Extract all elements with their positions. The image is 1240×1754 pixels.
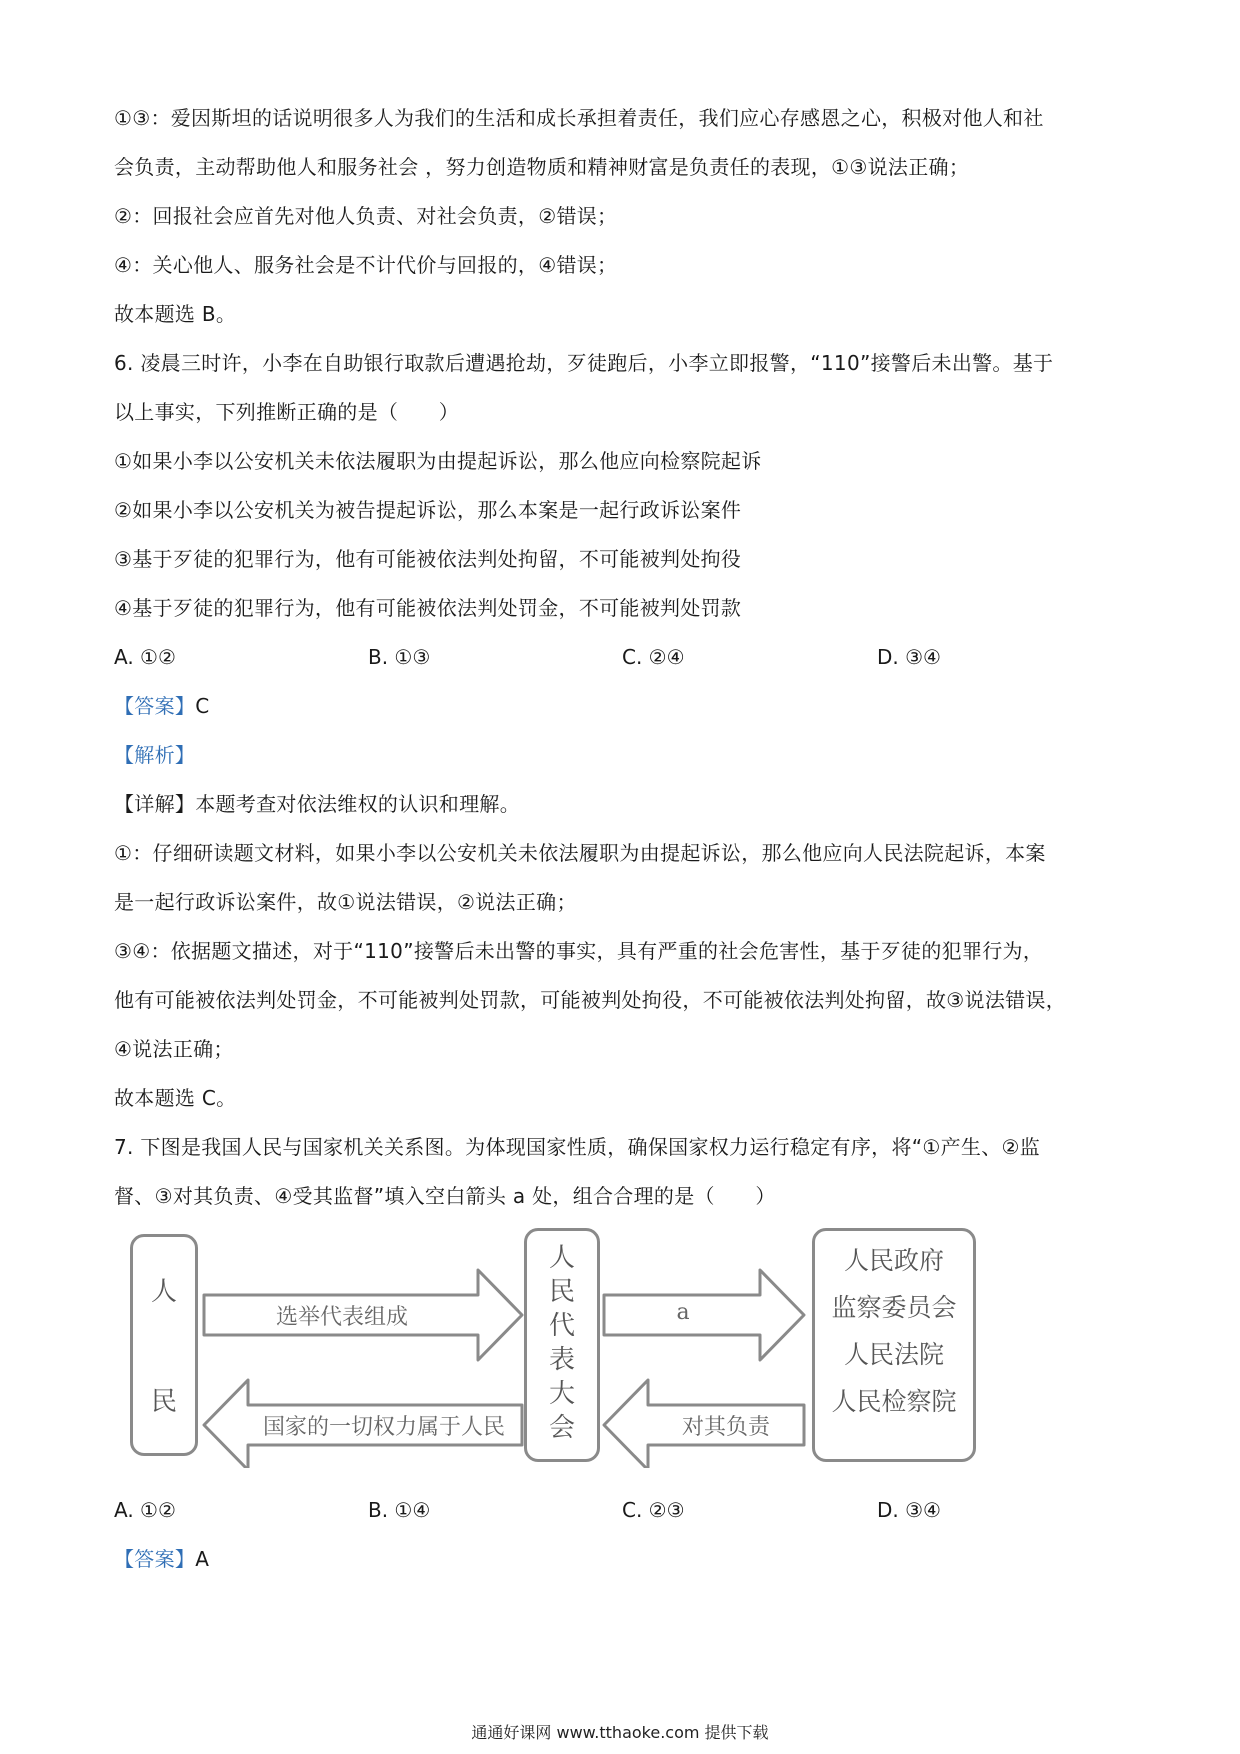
text-line: ①③：爱因斯坦的话说明很多人为我们的生活和成长承担着责任，我们应心存感恩之心，积极对他人和社 — [114, 106, 1044, 130]
organ-procuratorate: 人民检察院 — [831, 1387, 957, 1416]
option-a: A. ①② — [114, 1498, 176, 1522]
option-c: C. ②③ — [622, 1498, 685, 1522]
people-char: 人 — [150, 1277, 177, 1307]
arrow-responsible-label: 对其负责 — [681, 1415, 770, 1440]
question-6-stem: 6. 凌晨三时许，小李在自助银行取款后遭遇抢劫，歹徒跑后，小李立即报警，“110”接警后未出警。基于 — [114, 351, 1054, 375]
text-line: 会负责，主动帮助他人和服务社会 ，努力创造物质和精神财富是负责任的表现，①③说法正确； — [114, 155, 970, 179]
state-organs-box — [812, 1228, 976, 1462]
detail-line: ①：仔细研读题文材料，如果小李以公安机关未依法履职为由提起诉讼，那么他应向人民法院起诉，本案 — [114, 841, 1046, 865]
organ-supervisory-commission: 监察委员会 — [831, 1293, 957, 1322]
npc-char: 人 — [548, 1243, 575, 1273]
question-6-answer — [114, 692, 1134, 720]
answer-value: C — [195, 694, 210, 718]
statement-4: ④基于歹徒的犯罪行为，他有可能被依法判处罚金，不可能被判处罚款 — [114, 596, 742, 620]
detail-line: ④说法正确； — [114, 1037, 234, 1061]
question-7-answer — [114, 1545, 1134, 1573]
question-6-analysis — [114, 741, 1134, 769]
text-line: 故本题选 B。 — [114, 302, 237, 326]
people-box — [130, 1234, 198, 1456]
answer-value: A — [195, 1547, 210, 1571]
question-7-stem: 7. 下图是我国人民与国家机关关系图。为体现国家性质，确保国家权力运行稳定有序，将“①产生、②监 — [114, 1135, 1041, 1159]
organ-government: 人民政府 — [843, 1246, 944, 1275]
npc-char: 会 — [548, 1413, 575, 1443]
option-a: A. ①② — [114, 645, 176, 669]
detail-line: ③④：依据题文描述，对于“110”接警后未出警的事实，具有严重的社会危害性，基于歹徒的犯罪行为， — [114, 939, 1044, 963]
npc-char: 表 — [548, 1345, 575, 1375]
question-6-stem: 以上事实，下列推断正确的是（ ） — [114, 400, 460, 424]
npc-box — [524, 1228, 600, 1462]
people-state-organs-diagram — [126, 1222, 986, 1468]
option-d: D. ③④ — [877, 1498, 941, 1522]
analysis-tag: 【解析】 — [114, 743, 196, 767]
arrow-power-label: 国家的一切权力属于人民 — [262, 1415, 505, 1440]
answer-tag: 【答案】 — [114, 694, 196, 718]
page-footer: 通通好课网 www.tthaoke.com 提供下载 — [471, 1723, 769, 1742]
text-line: ②：回报社会应首先对他人负责、对社会负责，②错误； — [114, 204, 618, 228]
detail-line: 是一起行政诉讼案件，故①说法错误，②说法正确； — [114, 890, 577, 914]
option-c: C. ②④ — [622, 645, 685, 669]
npc-char: 大 — [548, 1379, 575, 1409]
npc-char: 代 — [548, 1311, 575, 1341]
detail-line: 故本题选 C。 — [114, 1086, 237, 1110]
statement-3: ③基于歹徒的犯罪行为，他有可能被依法判处拘留，不可能被判处拘役 — [114, 547, 742, 571]
text-line: ④：关心他人、服务社会是不计代价与回报的，④错误； — [114, 253, 618, 277]
answer-tag: 【答案】 — [114, 1547, 196, 1571]
option-b: B. ①④ — [368, 1498, 431, 1522]
people-char: 民 — [150, 1387, 177, 1417]
statement-2: ②如果小李以公安机关为被告提起诉讼，那么本案是一起行政诉讼案件 — [114, 498, 742, 522]
state-organs-list — [815, 1237, 973, 1425]
arrow-a-label: a — [676, 1300, 690, 1325]
detail-line: 他有可能被依法判处罚金，不可能被判处罚款，可能被判处拘役，不可能被依法判处拘留，故③说法错误， — [114, 988, 1067, 1012]
option-d: D. ③④ — [877, 645, 941, 669]
option-b: B. ①③ — [368, 645, 431, 669]
statement-1: ①如果小李以公安机关未依法履职为由提起诉讼，那么他应向检察院起诉 — [114, 449, 762, 473]
detail-line: 【详解】本题考查对依法维权的认识和理解。 — [114, 792, 520, 816]
question-7-stem: 督、③对其负责、④受其监督”填入空白箭头 a 处，组合合理的是（ ） — [114, 1184, 776, 1208]
organ-court: 人民法院 — [843, 1340, 944, 1369]
npc-char: 民 — [548, 1277, 575, 1307]
arrow-elect-label: 选举代表组成 — [275, 1305, 408, 1330]
